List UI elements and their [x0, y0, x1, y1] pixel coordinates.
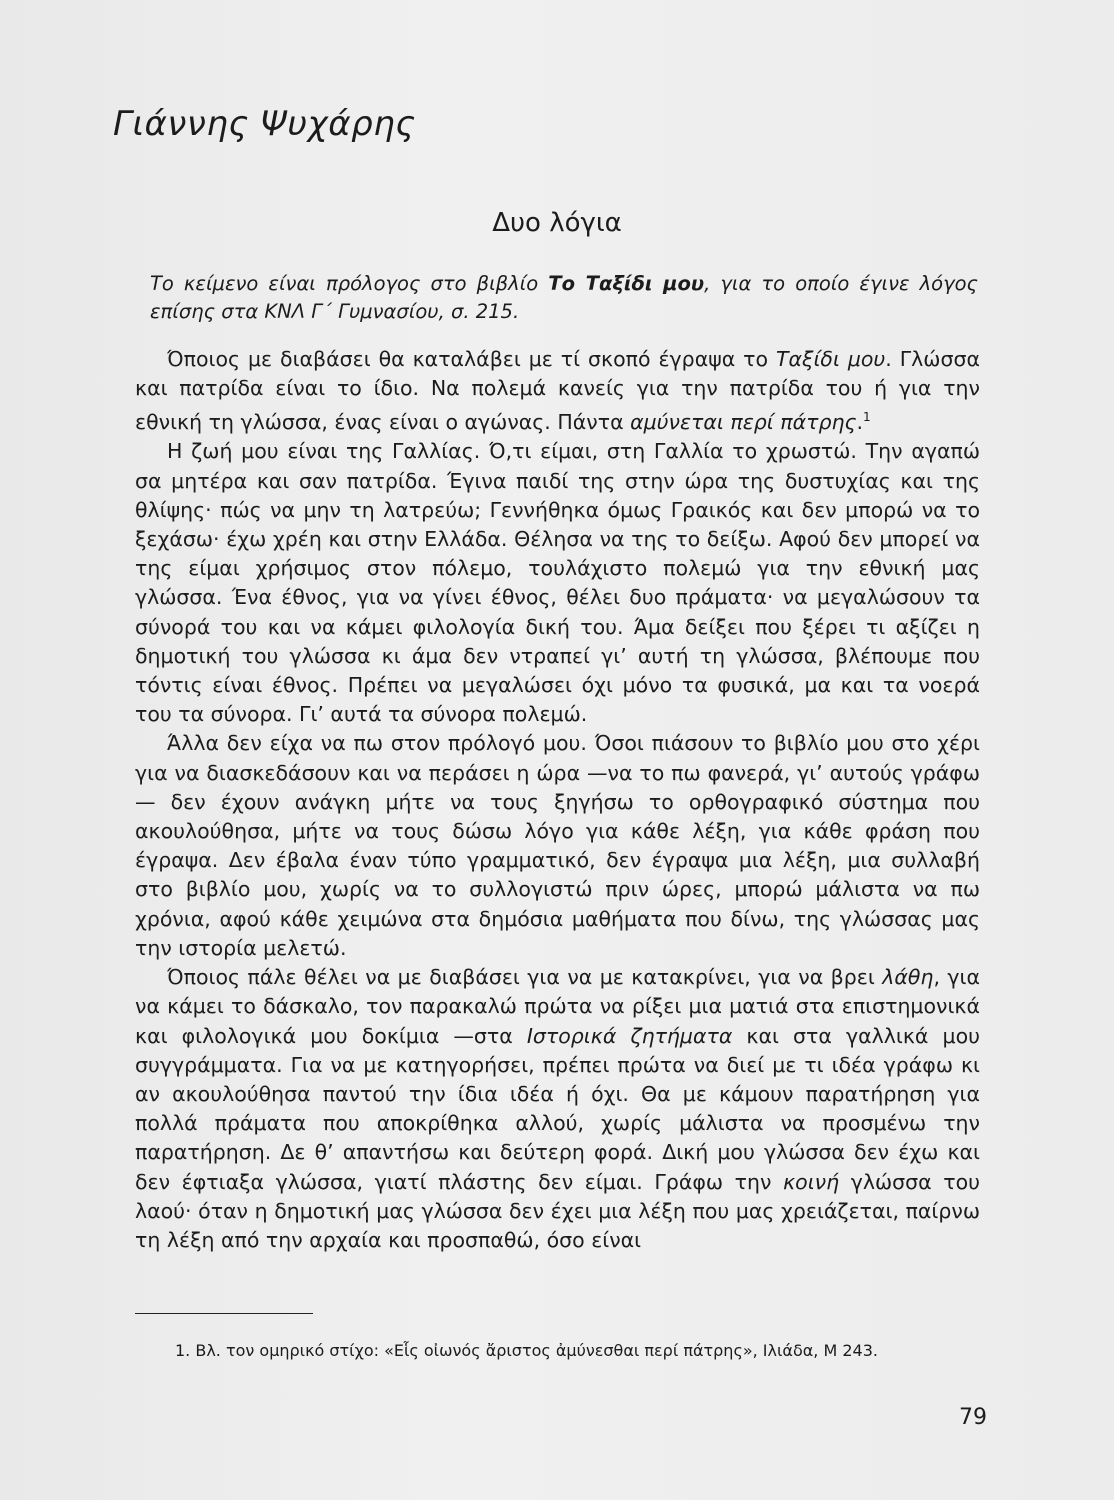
paragraph-4-text: Όποιος πάλε θέλει να με διαβάσει για να με κατακρίνει, για να βρει — [167, 965, 883, 990]
errors-emphasis: λάθη — [882, 965, 934, 990]
footnote-marker[interactable]: 1 — [863, 410, 871, 425]
paragraph-4-text-cont: , για να κάμει το δάσκαλο, τον παρακαλώ πρώτα να ρίξει μια ματιά στα επιστημονικά και φιλολογικά μου δοκίμια —στα — [135, 965, 980, 1048]
quote-emphasis: αμύνεται περί πάτρης — [630, 410, 857, 435]
common-emphasis: κοινή — [783, 1169, 840, 1194]
paragraph-3: Άλλα δεν είχα να πω στον πρόλογό μου. Όσοι πιάσουν το βιβλίο μου στο χέρι για να διασκεδάσουν και να περάσει η ώρα —να το πω φανερά, γι’ αυτούς γράφω— δεν έχουν ανάγκη μήτε να τους ξηγήσω το ορθογραφικό σύστημα που ακουλούθησα, μήτε να τους δώσω λόγο για κάθε λέξη, για κάθε φράση που έγραψα. Δεν έβαλα έναν τύπο γραμματικό, δεν έγραψα μια λέξη, μια συλλαβή στο βιβλίο μου, χωρίς να το συλλογιστώ πριν ώρες, μπορώ μάλιστα να πω χρόνια, αφού κάθε χειμώνα στα δημόσια μαθήματα που δίνω, της γλώσσας μας την ιστορία μελετώ. — [135, 731, 980, 960]
footnote-divider — [135, 1313, 313, 1314]
intro-book-title: Το Ταξίδι μου — [548, 272, 705, 295]
paragraph-4 — [135, 963, 980, 1255]
historical-issues-emphasis: Ιστορικά ζητήματα — [526, 1023, 733, 1048]
page-number: 79 — [959, 1405, 987, 1430]
paragraph-4-text-cont-2: και στα γαλλικά μου συγγράμματα. Για να με κατηγορήσει, πρέπει πρώτα να διεί με τι ιδέα γράφω κι αν ακουλούθησα παντού την ίδια ιδέα ή όχι. Θα με κάμουν παρατήρηση για πολλά πράματα που αποκρίθηκα αλλού, χωρίς μάλιστα να προσμένω την παρατήρηση. Δε θ’ απαντήσω και δεύτερη φορά. Δική μου γλώσσα δεν έχω και δεν έφτιαξα γλώσσα, γιατί πλάστης δεν είμαι. Γράφω την — [135, 1023, 980, 1194]
paragraph-1-text: Όποιος με διαβάσει θα καταλάβει με τί σκοπό έγραψα το — [167, 347, 777, 371]
footnote: 1. Βλ. τον ομηρικό στίχο: «Εἷς οἰωνός ἄριστος ἀμύνεσθαι περί πάτρης», Ιλιάδα, Μ 243. — [175, 1341, 878, 1360]
intro-note — [150, 270, 978, 326]
page-title: Δυο λόγια — [492, 208, 622, 238]
intro-text-start: Το κείμενο είναι πρόλογος στο βιβλίο — [150, 272, 549, 295]
paragraph-2: Η ζωή μου είναι της Γαλλίας. Ό,τι είμαι, στη Γαλλία το χρωστώ. Την αγαπώ σα μητέρα και σαν πατρίδα. Έγινα παιδί της στην ώρα της δυστυχίας και της θλίψης· πώς να μην τη λατρεύω; Γεννήθηκα όμως Γραικός και δεν μπορώ να το ξεχάσω· έχω χρέη και στην Ελλάδα. Θέλησα να της το δείξω. Αφού δεν μπορεί να της είμαι χρήσιμος στον πόλεμο, τουλάχιστο πολεμώ για την εθνική μας γλώσσα. Ένα έθνος, για να γίνει έθνος, θέλει δυο πράματα· να μεγαλώσουν τα σύνορά του και να κάμει φιλολογία δική του. Άμα δείξει που ξέρει τι αξίζει η δημοτική του γλώσσα κι άμα δεν ντραπεί γι’ αυτή τη γλώσσα, βλέπουμε που τόντις είναι έθνος. Πρέπει να μεγαλώσει όχι μόνο τα φυσικά, μα και τα νοερά του τα σύνορα. Γι’ αυτά τα σύνορα πολεμώ. — [135, 439, 980, 727]
paragraph-1: Όποιος με διαβάσει θα καταλάβει με τί σκοπό έγραψα το Ταξίδι μου. Γλώσσα και πατρίδα είναι το ίδιο. Να πολεμά κανείς για την πατρίδα του ή για την εθνική τη γλώσσα, ένας είναι ο αγώνας. Πάντα αμύνεται περί πάτρης.$^1$ — [135, 347, 980, 435]
intro-text-end: , για το οποίο έγινε λόγος επίσης στα ΚΝΛ Γ΄ Γυμνασίου, σ. 215. — [150, 272, 978, 323]
author-name: Γιάννης Ψυχάρης — [113, 104, 416, 144]
paragraph-1-text-cont: . Γλώσσα και πατρίδα είναι το ίδιο. Να πολεμά κανείς για την πατρίδα του ή για την εθνική τη γλώσσα, ένας είναι ο αγώνας. Πάντα — [135, 347, 980, 435]
paragraph-4-text-end: γλώσσα του λαού· όταν η δημοτική μας γλώσσα δεν έχει μια λέξη που μας χρειάζεται, παίρνω τη λέξη από την αρχαία και προσπαθώ, όσο είναι — [135, 1169, 980, 1252]
book-title-emphasis: Ταξίδι μου — [776, 347, 886, 371]
body-text — [135, 345, 980, 1255]
